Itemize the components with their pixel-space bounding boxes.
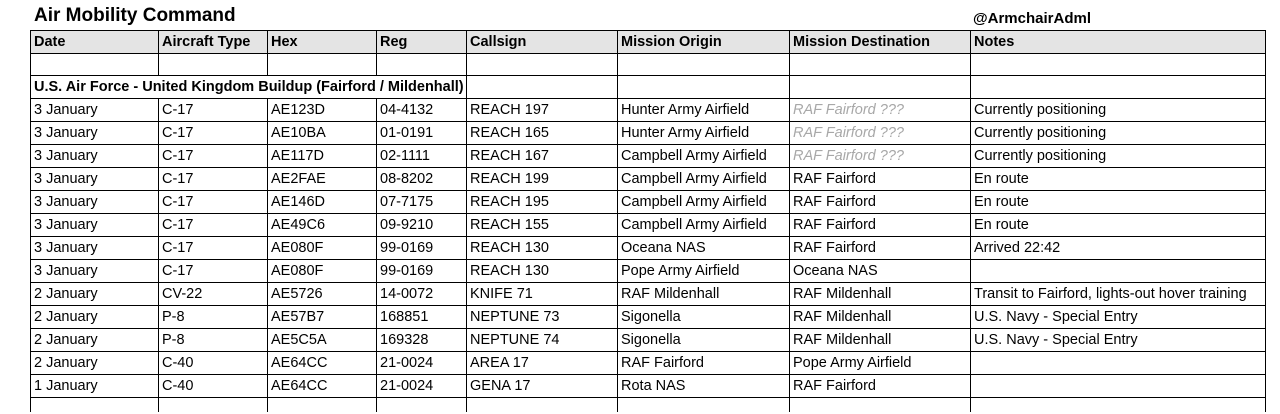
cell-aircraft-type[interactable]: P-8 bbox=[159, 329, 268, 352]
table-row bbox=[31, 375, 1266, 398]
table-row bbox=[31, 122, 1266, 145]
cell-callsign[interactable]: REACH 130 bbox=[467, 260, 618, 283]
cell-callsign[interactable]: KNIFE 71 bbox=[467, 283, 618, 306]
cell-mission-origin[interactable]: Hunter Army Airfield bbox=[618, 122, 790, 145]
cell-notes[interactable]: U.S. Navy - Special Entry bbox=[971, 306, 1266, 329]
cell-notes[interactable] bbox=[971, 375, 1266, 398]
cell-mission-origin[interactable]: Campbell Army Airfield bbox=[618, 145, 790, 168]
table-row bbox=[31, 214, 1266, 237]
column-header-row bbox=[31, 31, 1266, 54]
table-cell[interactable] bbox=[377, 54, 467, 76]
cell-hex[interactable]: AE64CC bbox=[268, 375, 377, 398]
cell-reg[interactable]: 99-0169 bbox=[377, 260, 467, 283]
cell-date[interactable]: 3 January bbox=[31, 145, 159, 168]
cell-reg[interactable]: 07-7175 bbox=[377, 191, 467, 214]
cell-mission-destination[interactable]: RAF Fairford ??? bbox=[790, 145, 971, 168]
table-cell[interactable] bbox=[377, 398, 467, 413]
section-label[interactable]: U.S. Air Force - United Kingdom Buildup (Fairford / Mildenhall) bbox=[31, 76, 467, 99]
cell-mission-destination[interactable]: RAF Mildenhall bbox=[790, 306, 971, 329]
cell-date[interactable]: 2 January bbox=[31, 283, 159, 306]
table-row bbox=[31, 352, 1266, 375]
cell-date[interactable]: 3 January bbox=[31, 122, 159, 145]
column-header-date[interactable]: Date bbox=[31, 31, 159, 54]
cell-aircraft-type[interactable]: C-17 bbox=[159, 99, 268, 122]
cell-notes[interactable]: En route bbox=[971, 191, 1266, 214]
cell-date[interactable]: 2 January bbox=[31, 306, 159, 329]
cell-notes[interactable]: Currently positioning bbox=[971, 122, 1266, 145]
cell-mission-origin[interactable]: Pope Army Airfield bbox=[618, 260, 790, 283]
cell-mission-destination[interactable]: RAF Mildenhall bbox=[790, 283, 971, 306]
blank-row bbox=[31, 398, 1266, 413]
cell-callsign[interactable]: REACH 199 bbox=[467, 168, 618, 191]
table-cell[interactable] bbox=[268, 54, 377, 76]
cell-hex[interactable]: AE49C6 bbox=[268, 214, 377, 237]
table-cell[interactable] bbox=[159, 398, 268, 413]
cell-hex[interactable]: AE123D bbox=[268, 99, 377, 122]
cell-reg[interactable]: 21-0024 bbox=[377, 352, 467, 375]
cell-aircraft-type[interactable]: C-17 bbox=[159, 191, 268, 214]
cell-hex[interactable]: AE64CC bbox=[268, 352, 377, 375]
column-header-aircraft-type[interactable]: Aircraft Type bbox=[159, 31, 268, 54]
cell-aircraft-type[interactable]: C-40 bbox=[159, 375, 268, 398]
cell-mission-origin[interactable]: RAF Mildenhall bbox=[618, 283, 790, 306]
cell-callsign[interactable]: REACH 167 bbox=[467, 145, 618, 168]
table-cell[interactable] bbox=[790, 76, 971, 99]
cell-hex[interactable]: AE080F bbox=[268, 237, 377, 260]
cell-callsign[interactable]: NEPTUNE 74 bbox=[467, 329, 618, 352]
cell-reg[interactable]: 04-4132 bbox=[377, 99, 467, 122]
cell-reg[interactable]: 168851 bbox=[377, 306, 467, 329]
cell-date[interactable]: 3 January bbox=[31, 99, 159, 122]
cell-notes[interactable]: Currently positioning bbox=[971, 145, 1266, 168]
cell-hex[interactable]: AE117D bbox=[268, 145, 377, 168]
column-header-mission-destination[interactable]: Mission Destination bbox=[790, 31, 971, 54]
section-row bbox=[31, 76, 1266, 99]
table-row bbox=[31, 237, 1266, 260]
cell-mission-destination[interactable]: RAF Fairford bbox=[790, 237, 971, 260]
table-row bbox=[31, 306, 1266, 329]
table-cell[interactable] bbox=[31, 54, 159, 76]
cell-mission-destination[interactable]: RAF Fairford bbox=[790, 214, 971, 237]
cell-hex[interactable]: AE080F bbox=[268, 260, 377, 283]
cell-mission-origin[interactable]: Sigonella bbox=[618, 329, 790, 352]
cell-aircraft-type[interactable]: C-17 bbox=[159, 214, 268, 237]
cell-mission-origin[interactable]: Campbell Army Airfield bbox=[618, 191, 790, 214]
cell-mission-destination[interactable]: RAF Fairford bbox=[790, 168, 971, 191]
cell-notes[interactable] bbox=[971, 352, 1266, 375]
cell-date[interactable]: 2 January bbox=[31, 352, 159, 375]
flight-log-table bbox=[30, 30, 1266, 412]
cell-hex[interactable]: AE10BA bbox=[268, 122, 377, 145]
cell-reg[interactable]: 02-1111 bbox=[377, 145, 467, 168]
cell-mission-origin[interactable]: Campbell Army Airfield bbox=[618, 168, 790, 191]
cell-callsign[interactable]: GENA 17 bbox=[467, 375, 618, 398]
table-cell[interactable] bbox=[971, 76, 1266, 99]
cell-mission-destination[interactable]: Oceana NAS bbox=[790, 260, 971, 283]
column-header-hex[interactable]: Hex bbox=[268, 31, 377, 54]
table-cell[interactable] bbox=[268, 398, 377, 413]
table-row bbox=[31, 168, 1266, 191]
column-header-notes[interactable]: Notes bbox=[971, 31, 1266, 54]
cell-notes[interactable]: En route bbox=[971, 168, 1266, 191]
cell-notes[interactable]: Currently positioning bbox=[971, 99, 1266, 122]
cell-date[interactable]: 3 January bbox=[31, 237, 159, 260]
table-row bbox=[31, 191, 1266, 214]
cell-mission-origin[interactable]: Oceana NAS bbox=[618, 237, 790, 260]
cell-mission-origin[interactable]: Sigonella bbox=[618, 306, 790, 329]
cell-callsign[interactable]: REACH 130 bbox=[467, 237, 618, 260]
cell-notes[interactable]: Arrived 22:42 bbox=[971, 237, 1266, 260]
cell-hex[interactable]: AE5726 bbox=[268, 283, 377, 306]
sheet-title: Air Mobility Command bbox=[34, 5, 236, 26]
cell-aircraft-type[interactable]: C-17 bbox=[159, 122, 268, 145]
cell-reg[interactable]: 09-9210 bbox=[377, 214, 467, 237]
column-header-callsign[interactable]: Callsign bbox=[467, 31, 618, 54]
cell-mission-destination[interactable]: Pope Army Airfield bbox=[790, 352, 971, 375]
cell-reg[interactable]: 99-0169 bbox=[377, 237, 467, 260]
cell-aircraft-type[interactable]: C-17 bbox=[159, 260, 268, 283]
cell-aircraft-type[interactable]: C-17 bbox=[159, 145, 268, 168]
table-row bbox=[31, 329, 1266, 352]
cell-date[interactable]: 3 January bbox=[31, 191, 159, 214]
cell-hex[interactable]: AE2FAE bbox=[268, 168, 377, 191]
cell-hex[interactable]: AE57B7 bbox=[268, 306, 377, 329]
sheet-header bbox=[0, 0, 1280, 30]
column-header-mission-origin[interactable]: Mission Origin bbox=[618, 31, 790, 54]
table-cell[interactable] bbox=[618, 76, 790, 99]
author-handle: @ArmchairAdml bbox=[973, 10, 1091, 27]
cell-date[interactable]: 3 January bbox=[31, 214, 159, 237]
cell-aircraft-type[interactable]: C-40 bbox=[159, 352, 268, 375]
cell-aircraft-type[interactable]: P-8 bbox=[159, 306, 268, 329]
cell-aircraft-type[interactable]: C-17 bbox=[159, 168, 268, 191]
cell-callsign[interactable]: REACH 155 bbox=[467, 214, 618, 237]
table-row bbox=[31, 283, 1266, 306]
table-cell[interactable] bbox=[790, 54, 971, 76]
table-cell[interactable] bbox=[618, 54, 790, 76]
cell-notes[interactable]: U.S. Navy - Special Entry bbox=[971, 329, 1266, 352]
table-cell[interactable] bbox=[159, 54, 268, 76]
cell-mission-destination[interactable]: RAF Fairford bbox=[790, 375, 971, 398]
cell-notes[interactable]: Transit to Fairford, lights-out hover training bbox=[971, 283, 1266, 306]
cell-reg[interactable]: 169328 bbox=[377, 329, 467, 352]
cell-callsign[interactable]: NEPTUNE 73 bbox=[467, 306, 618, 329]
cell-callsign[interactable]: REACH 165 bbox=[467, 122, 618, 145]
cell-date[interactable]: 1 January bbox=[31, 375, 159, 398]
cell-date[interactable]: 2 January bbox=[31, 329, 159, 352]
table-cell[interactable] bbox=[31, 398, 159, 413]
table-cell[interactable] bbox=[790, 398, 971, 413]
cell-mission-origin[interactable]: RAF Fairford bbox=[618, 352, 790, 375]
table-row bbox=[31, 145, 1266, 168]
cell-mission-destination[interactable]: RAF Fairford bbox=[790, 191, 971, 214]
column-header-reg[interactable]: Reg bbox=[377, 31, 467, 54]
cell-mission-origin[interactable]: Campbell Army Airfield bbox=[618, 214, 790, 237]
cell-hex[interactable]: AE146D bbox=[268, 191, 377, 214]
cell-callsign[interactable]: REACH 195 bbox=[467, 191, 618, 214]
table-row bbox=[31, 99, 1266, 122]
blank-row bbox=[31, 54, 1266, 76]
table-cell[interactable] bbox=[467, 76, 618, 99]
table-row bbox=[31, 260, 1266, 283]
cell-reg[interactable]: 14-0072 bbox=[377, 283, 467, 306]
table-cell[interactable] bbox=[467, 54, 618, 76]
cell-reg[interactable]: 08-8202 bbox=[377, 168, 467, 191]
cell-mission-destination[interactable]: RAF Mildenhall bbox=[790, 329, 971, 352]
table-cell[interactable] bbox=[971, 398, 1266, 413]
cell-hex[interactable]: AE5C5A bbox=[268, 329, 377, 352]
table-cell[interactable] bbox=[618, 398, 790, 413]
cell-mission-destination[interactable]: RAF Fairford ??? bbox=[790, 99, 971, 122]
cell-date[interactable]: 3 January bbox=[31, 260, 159, 283]
cell-reg[interactable]: 21-0024 bbox=[377, 375, 467, 398]
table-cell[interactable] bbox=[971, 54, 1266, 76]
cell-reg[interactable]: 01-0191 bbox=[377, 122, 467, 145]
cell-mission-origin[interactable]: Rota NAS bbox=[618, 375, 790, 398]
cell-notes[interactable]: En route bbox=[971, 214, 1266, 237]
table-cell[interactable] bbox=[467, 398, 618, 413]
cell-callsign[interactable]: REACH 197 bbox=[467, 99, 618, 122]
cell-mission-origin[interactable]: Hunter Army Airfield bbox=[618, 99, 790, 122]
cell-callsign[interactable]: AREA 17 bbox=[467, 352, 618, 375]
cell-notes[interactable] bbox=[971, 260, 1266, 283]
cell-date[interactable]: 3 January bbox=[31, 168, 159, 191]
cell-mission-destination[interactable]: RAF Fairford ??? bbox=[790, 122, 971, 145]
cell-aircraft-type[interactable]: C-17 bbox=[159, 237, 268, 260]
cell-aircraft-type[interactable]: CV-22 bbox=[159, 283, 268, 306]
